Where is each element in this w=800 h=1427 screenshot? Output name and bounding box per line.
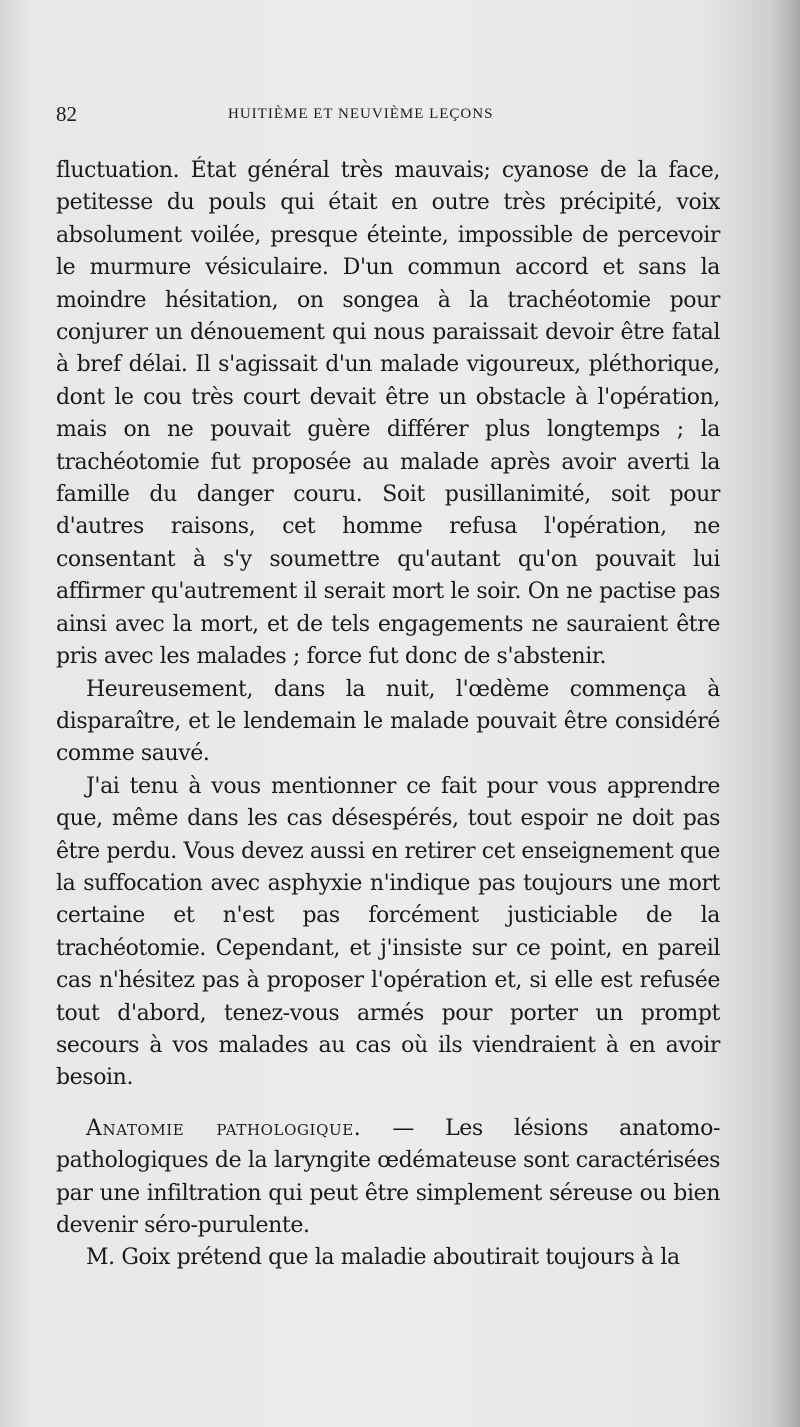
paragraph-last: M. Goix prétend que la maladie aboutirait toujours à la: [86, 1245, 680, 1271]
running-title: HUITIÈME ET NEUVIÈME LEÇONS: [228, 106, 494, 122]
section-heading: Anatomie pathologique.: [86, 1115, 362, 1141]
page-header: [56, 102, 721, 132]
page-number: 82: [56, 102, 77, 126]
paragraph-1: fluctuation. État général très mauvais; cyanose de la face, petitesse du pouls qui était en outre très précipité, voix absolument voilée, presque éteinte, impossible de percevoir le murmure vésiculaire. D'un commun accord et sans la moindre hésitation, on songea à la trachéotomie pour conjurer un dénouement qui nous paraissait devoir être fatal à bref délai. Il s'agissait d'un malade vigoureux, pléthorique, dont le cou très court devait être un obstacle à l'opération, mais on ne pouvait guère différer plus longtemps ; la trachéotomie fut proposée au malade après avoir averti la famille du danger couru. Soit pusillanimité, soit pour d'autres raisons, cet homme refusa l'opération, ne consentant à s'y soumettre qu'autant qu'on pouvait lui affirmer qu'autrement il serait mort le soir. On ne pactise pas ainsi avec la mort, et de tels engagements ne sauraient être pris avec les malades ; force fut donc de s'abstenir.: [56, 158, 720, 670]
paragraph-3: J'ai tenu à vous mentionner ce fait pour vous apprendre que, même dans les cas désespérés, tout espoir ne doit pas être perdu. Vous devez aussi en retirer cet enseignement que la suffocation avec asphyxie n'indique pas toujours une mort certaine et n'est pas forcément justiciable de la trachéotomie. Cependant, et j'insiste sur ce point, en pareil cas n'hésitez pas à proposer l'opération et, si elle est refusée tout d'abord, tenez-vous armés pour porter un prompt secours à vos malades au cas où ils viendraient à en avoir besoin.: [56, 773, 720, 1091]
body-text: [56, 155, 720, 1275]
section-text: — Les lésions anatomo-pathologiques de la laryngite œdémateuse sont caractérisées par une infiltration qui peut être simplement séreuse ou bien devenir séro-purulente.: [56, 1115, 720, 1238]
section-anatomie: [56, 1113, 720, 1243]
paragraph-2: Heureusement, dans la nuit, l'œdème commença à disparaître, et le lendemain le malade pouvait être considéré comme sauvé.: [56, 676, 720, 767]
